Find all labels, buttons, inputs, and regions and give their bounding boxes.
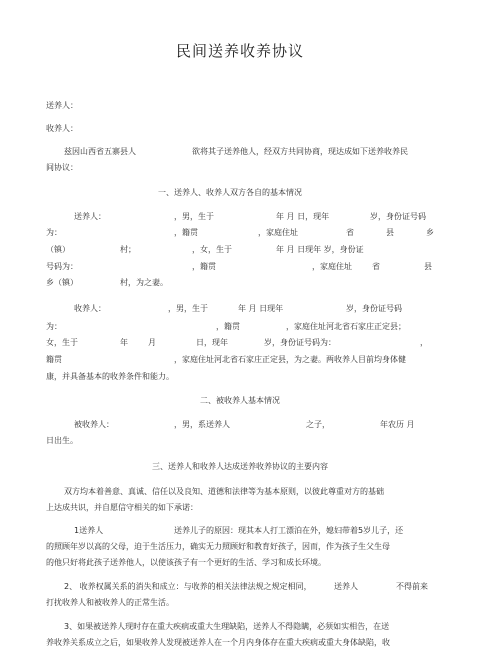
paragraph-1-line-2: 上达成共识，并自愿信守相关的如下承诺： bbox=[46, 503, 198, 512]
paragraph-3-line-1a: 2、 收养权属关系的消失和成立：与收养的相关法律法规之规定相同， bbox=[64, 582, 312, 591]
intro-line-1a: 兹因山西省五寨县人 bbox=[64, 147, 136, 156]
section-3-heading: 三、送养人和收养人达成送养收养协议的主要内容 bbox=[152, 462, 328, 471]
sender-wife-township: 乡（镇） bbox=[46, 278, 78, 287]
sender-info-label: 送养人： bbox=[74, 212, 106, 221]
adopter-id-prefix: 为： bbox=[46, 322, 62, 331]
sender-native: ，籍贯 bbox=[174, 228, 198, 237]
paragraph-1-line-1: 双方均本着善意、真诚、信任以及良知、道德和法律等为基本原则，以彼此尊重对方的基础 bbox=[64, 487, 384, 496]
sender-township: 乡 bbox=[426, 228, 434, 237]
sender-wife-id: 号码为： bbox=[46, 262, 78, 271]
sender-wife-village: 村，为之妻。 bbox=[120, 278, 168, 287]
paragraph-3-line-2: 打扰收养人和被收养人的正常生活。 bbox=[46, 598, 174, 607]
adopter-gender-birth: ，男，生于 bbox=[168, 304, 208, 313]
sender-gender-birth: ，男，生于 bbox=[174, 212, 214, 221]
sender-id-prefix: 为： bbox=[46, 228, 62, 237]
paragraph-2-line-1b: 送养儿子的原因：现其本人打工漂泊在外，媳妇带着5岁儿子，还 bbox=[174, 526, 404, 535]
adopter-birth-age: 年 月 日现年 bbox=[238, 304, 284, 313]
adopter-native: ，籍贯 bbox=[216, 322, 240, 331]
sender-address: ，家庭住址 bbox=[258, 228, 298, 237]
adopter-wife-native: 籍贯 bbox=[46, 355, 62, 364]
adopter-wife-address: ，家庭住址河北省石家庄正定县，为之妻。两收养人目前均身体健 bbox=[174, 355, 406, 364]
sender-town: （镇） bbox=[46, 245, 70, 254]
section-2-heading: 二、被收养人基本情况 bbox=[200, 396, 280, 405]
paragraph-2-line-2: 的照顾年岁以高的父母，迫于生活压力，确实无力照顾好和教育好孩子，因而，作为孩子生父生母 bbox=[46, 542, 390, 551]
intro-line-1b: 欲将其子送养他人，经双方共同协商，现达成如下送养收养民 bbox=[192, 147, 408, 156]
paragraph-3-line-1c: 不得前来 bbox=[396, 582, 428, 591]
paragraph-3-line-1b: 送养人 bbox=[334, 582, 358, 591]
sender-id-label: 岁，身份证号码 bbox=[370, 212, 426, 221]
adopter-wife-month: 月 bbox=[148, 338, 156, 347]
adopter-conditions: 康，并具备基本的收养条件和能力。 bbox=[46, 372, 174, 381]
sender-wife-age: 年 月 日现年 岁，身份证 bbox=[276, 245, 364, 254]
adopter-id-label: 岁，身份证号码 bbox=[346, 304, 402, 313]
adoptee-relation: ，男，系送养人 bbox=[174, 420, 230, 429]
adoptee-birth-lunar: 年农历 月 bbox=[380, 420, 415, 429]
sender-village: 村； bbox=[120, 245, 136, 254]
intro-line-2: 间协议： bbox=[46, 163, 78, 172]
adoptee-son-of: 之子， bbox=[306, 420, 330, 429]
adoptee-label: 被收养人： bbox=[74, 420, 114, 429]
adopter-label: 收养人： bbox=[46, 124, 78, 133]
paragraph-4-line-2: 养收养关系成立之后，如果收养人发现被送养人在一个月内身体存在重大疾病或重大身体缺陷，收 bbox=[46, 638, 390, 647]
sender-county: 县 bbox=[386, 228, 394, 237]
adopter-address: ，家庭住址河北省石家庄正定县； bbox=[286, 322, 406, 331]
adopter-wife-birth: 女，生于 bbox=[46, 338, 78, 347]
adopter-wife-comma: ， bbox=[420, 338, 428, 347]
sender-wife-county: 县 bbox=[424, 262, 432, 271]
adopter-wife-id: 岁，身份证号码为： bbox=[264, 338, 336, 347]
sender-label: 送养人： bbox=[46, 101, 78, 110]
paragraph-2-line-3: 的他只好将此孩子送养他人，以使该孩子有一个更好的生活、学习和成长环境。 bbox=[46, 558, 326, 567]
sender-wife-address: ，家庭住址 bbox=[312, 262, 352, 271]
paragraph-4-line-1: 3、如果被送养人现时存在重大疾病或重大生理缺陷，送养人不得隐瞒，必须如实相告，在送 bbox=[64, 622, 390, 631]
document-title: 民间送养收养协议 bbox=[176, 42, 305, 60]
adopter-info-label: 收养人： bbox=[74, 304, 106, 313]
sender-province: 省 bbox=[346, 228, 354, 237]
adopter-wife-year: 年 bbox=[120, 338, 128, 347]
sender-wife-native: ，籍贯 bbox=[192, 262, 216, 271]
paragraph-2-line-1a: 1送养人 bbox=[74, 526, 104, 535]
adoptee-born: 日出生。 bbox=[46, 436, 78, 445]
sender-birth-age: 年 月 日，现年 bbox=[276, 212, 330, 221]
section-1-heading: 一、送养人、收养人双方各自的基本情况 bbox=[158, 188, 302, 197]
adopter-wife-age: 日，现年 bbox=[196, 338, 228, 347]
sender-wife-birth: ，女，生于 bbox=[192, 245, 232, 254]
sender-wife-province: 省 bbox=[372, 262, 380, 271]
